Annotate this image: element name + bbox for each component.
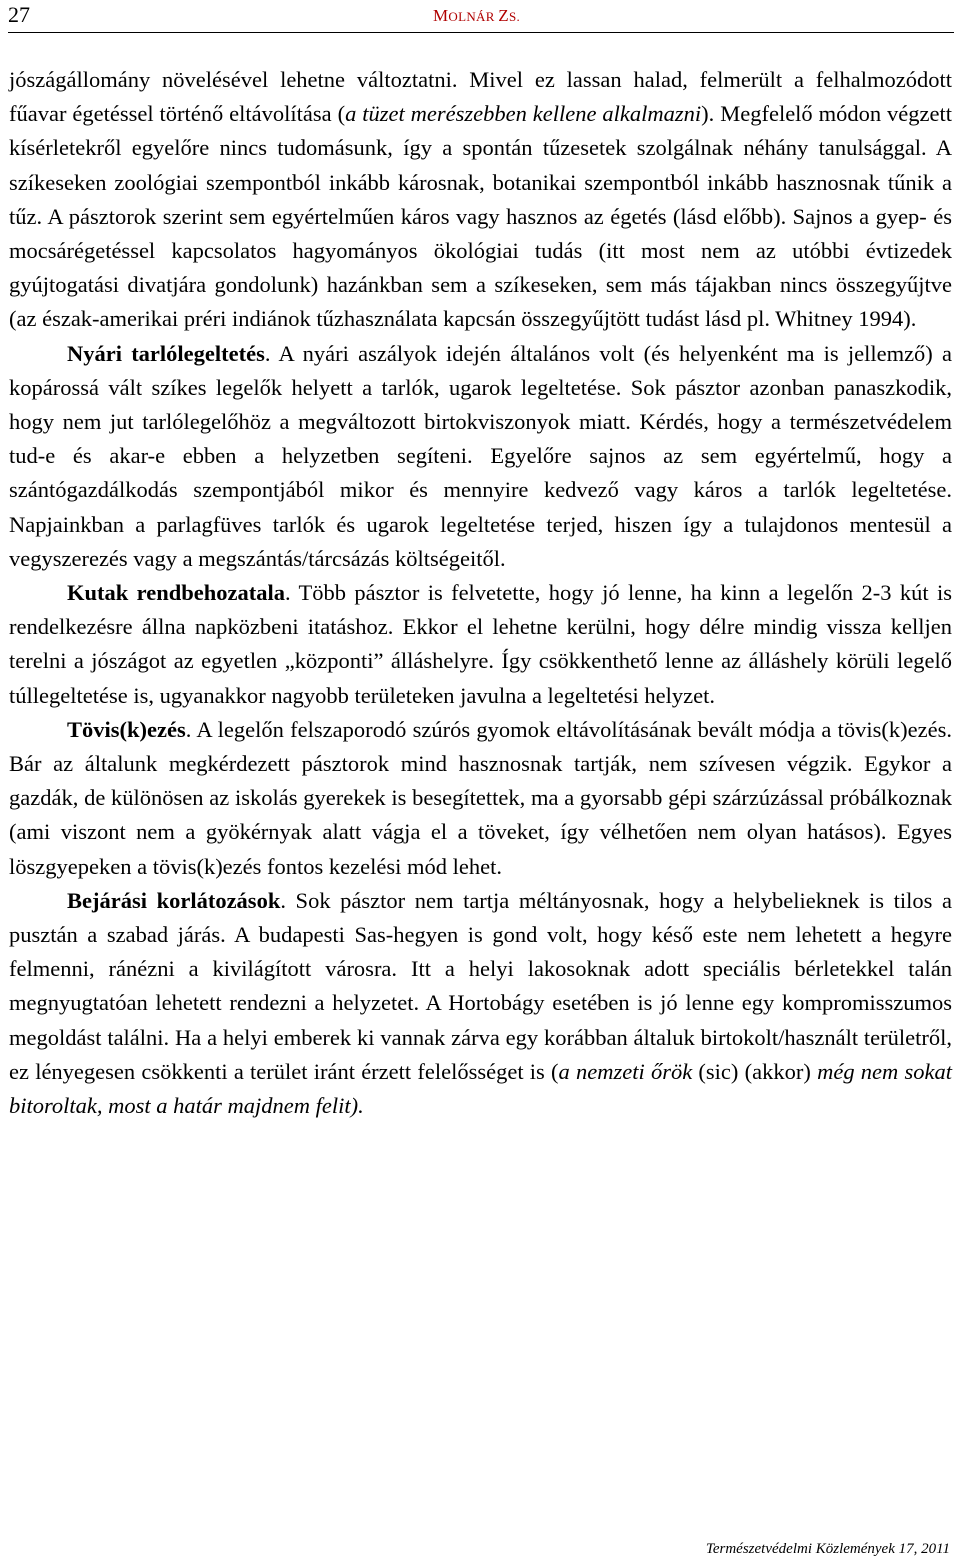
- paragraph-access: [9, 884, 952, 1123]
- author-initial: M: [433, 6, 449, 25]
- page-number: 27: [8, 2, 30, 27]
- p1-text-a: jószágállomány növelésével lehetne változtatni. Mivel ez lassan halad, felmerült a felhalmozódott fűavar égetéssel történő eltávolítása (: [9, 67, 952, 127]
- paragraph-text: . A nyári aszályok idején általános volt (és helyenként ma is jellemző) a kopárossá vált szíkes legelők helyett a tarlók, ugarok legeltetése. Sok pásztor azonban panaszkodik, hogy nem jut tarlólegelőhöz a megváltozott birtokviszonyok miatt. Kérdés, hogy a természetvédelem tud-e és akar-e ebben a helyzetben segíteni. Egyelőre sajnos az sem egyértelmű, hogy a szántógazdálkodás szempontjából mikor és mennyire kedvező vagy káros a tarlók legeltetése. Napjainkban a parlagfüves tarlók és ugarok legeltetése terjed, hiszen így a tulajdonos mentesül a vegyszerezés vagy a megszántás/tárcsázás költségeitől.: [9, 340, 952, 571]
- journal-footer: Természetvédelmi Közlemények 17, 2011: [705, 1541, 950, 1557]
- p1-italic: a tüzet merészebben kellene alkalmazni: [345, 101, 702, 127]
- p5-text-b: (sic) (akkor): [692, 1058, 818, 1084]
- paragraph-thistles: [9, 713, 952, 884]
- section-heading: Nyári tarlólegeltetés: [67, 340, 265, 366]
- paragraph-fire: [9, 63, 952, 337]
- p5-italic-a: a nemzeti őrök: [558, 1058, 693, 1084]
- paragraph-text: . Több pásztor is felvetette, hogy jó lenne, ha kinn a legelőn 2-3 kút is rendelkezésre állna napközbeni itatáshoz. Ekkor el lehetne kerülni, hogy délre mindig vissza kelljen terelni a jószágot az egyetlen „központi” álláshelyre. Így csökkenthető lenne az álláshely körüli legelő túllegeltetése is, ugyanakkor nagyobb területeken javulna a legeltetési helyzet.: [9, 580, 952, 708]
- author-z-rest: S.: [508, 9, 521, 24]
- section-heading: Tövis(k)ezés: [67, 716, 186, 742]
- section-heading: Bejárási korlátozások: [67, 887, 281, 913]
- body-text: [9, 63, 952, 1123]
- p1-text-b: ). Megfelelő módon végzett kísérletekről egyelőre nincs tudomásunk, így a spontán tűzesetek szolgálnak néhány tanulsággal. A szíkeseken zoológiai szempontból inkább károsnak, botanikai szempontból inkább hasznosnak tűnik a tűz. A pásztorok szerint sem egyértelműen káros vagy hasznos az égetés (lásd előbb). Sajnos a gyep- és mocsárégetéssel kapcsolatos hagyományos ökológiai tudás (itt most nem az utóbbi évtizedek gyújtogatási divatjára gondolunk) hazánkban sem a szíkeseken, sem más tájakban nincs összegyűjtve (az észak-amerikai préri indiánok tűzhasználata kapcsán összegyűjtött tudást lásd pl. Whitney 1994).: [9, 101, 952, 332]
- running-author: [433, 6, 520, 26]
- author-z-initial: Z: [498, 6, 509, 25]
- paragraph-summer-grazing: [9, 337, 952, 576]
- p5-text-a: . Sok pásztor nem tartja méltányosnak, hogy a helybelieknek is tilos a pusztán a szabad járás. A budapesti Sas-hegyen is gond volt, hogy késő este nem lehetett a hegyre felmenni, ránézni a kivilágított városra. Itt a helyi lakosoknak adott speciális bérletekkel talán megnyugtatóan lehetett rendezni a helyzetet. A Hortobágy esetében is jó lenne egy kompromisszumos megoldást találni. Ha a helyi emberek ki vannak zárva egy korábban általuk birtokolt/használt területről, ez lényegesen csökkenti a terület iránt érzett felelősséget is (: [9, 887, 952, 1084]
- paragraph-wells: [9, 576, 952, 713]
- section-heading: Kutak rendbehozatala: [67, 580, 285, 606]
- p5-italic-b: még nem sokat bitoroltak, most a határ majdnem felit).: [9, 1058, 952, 1119]
- page-header: [8, 0, 954, 33]
- author-rest: OLNÁR: [448, 9, 499, 24]
- paragraph-text: . A legelőn felszaporodó szúrós gyomok eltávolításának bevált módja a tövis(k)ezés. Bár az általunk megkérdezett pásztorok mind hasznosnak tartják, nem szívesen végzik. Egykor a gazdák, de különösen az iskolás gyerekek is besegítettek, ma a gyorsabb gépi szárzúzással próbálkoznak (ami viszont nem a gyökérnyak alatt vágja el a töveket, így vélhetően nem olyan hatásos). Egyes löszgyepeken a tövis(k)ezés fontos kezelési mód lehet.: [9, 716, 952, 879]
